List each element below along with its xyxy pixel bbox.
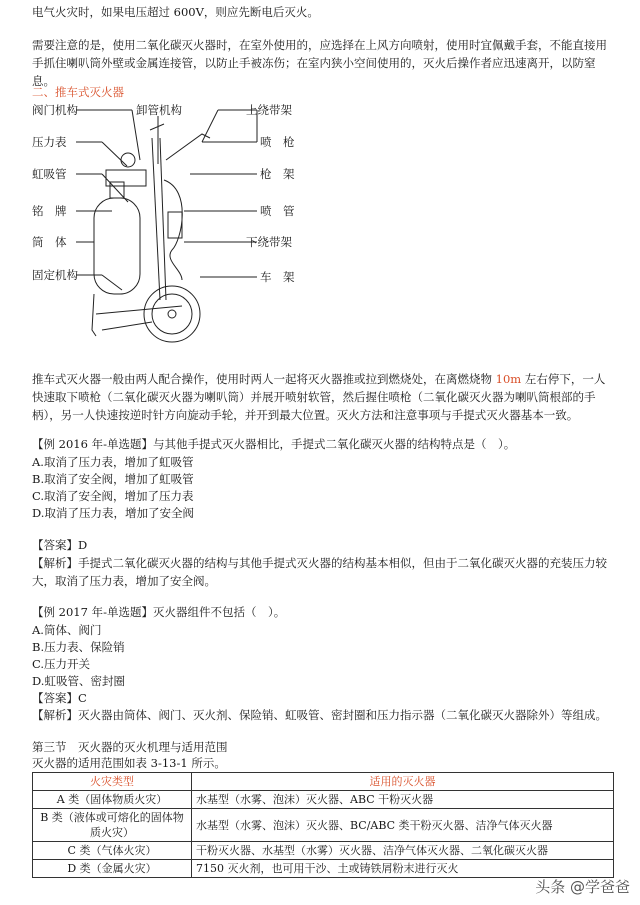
label-spray-gun: 喷 枪 bbox=[260, 135, 295, 149]
q2-analysis: 【解析】灭火器由筒体、阀门、灭火剂、保险销、虹吸管、密封圈和压力指示器（二氧化碳灭火器除外）等组成。 bbox=[32, 708, 607, 722]
section3-title: 第三节 灭火器的灭火机理与适用范围 bbox=[32, 740, 228, 754]
label-cart-frame: 车 架 bbox=[260, 270, 295, 284]
q2-option: A.筒体、阀门 bbox=[32, 623, 102, 637]
cart-paragraph: 推车式灭火器一般由两人配合操作，使用时两人一起将灭火器推或拉到燃烧处，在离燃烧物 10m 左右停下，一人快速取下喷枪（二氧化碳灭火器为喇叭筒）并展开喷射软管，然后握住喷枪（二氧化碳灭火器为喇叭筒根部的手柄），另一人快速按逆时针方向旋动手轮，并开到最大位置。灭火方法和注意事项与手提式灭火器基本一致。 bbox=[32, 372, 606, 422]
q1-option: D.取消了压力表，增加了安全阀 bbox=[32, 506, 194, 520]
extinguisher-scope-table bbox=[32, 772, 614, 878]
table-cell: B 类（液体或可熔化的固体物质火灾） bbox=[33, 809, 192, 842]
q1-option: A.取消了压力表，增加了虹吸管 bbox=[32, 455, 194, 469]
cart-extinguisher-diagram bbox=[32, 100, 300, 362]
label-cylinder: 筒 体 bbox=[32, 235, 67, 249]
section3-intro: 灭火器的适用范围如表 3-13-1 所示。 bbox=[32, 756, 226, 770]
table-cell: D 类（金属火灾） bbox=[33, 860, 192, 878]
table-header: 适用的灭火器 bbox=[192, 773, 614, 791]
label-valve: 阀门机构 bbox=[32, 103, 78, 117]
table-cell: 水基型（水雾、泡沫）灭火器、ABC 干粉灭火器 bbox=[192, 791, 614, 809]
label-fixing: 固定机构 bbox=[32, 268, 78, 282]
table-header: 火灾类型 bbox=[33, 773, 192, 791]
label-unloading: 卸管机构 bbox=[136, 103, 182, 117]
table-cell: 水基型（水雾、泡沫）灭火器、BC/ABC 类干粉灭火器、洁净气体灭火器 bbox=[192, 809, 614, 842]
table-row bbox=[33, 842, 614, 860]
q1-title: 【例 2016 年-单选题】与其他手提式灭火器相比，手提式二氧化碳灭火器的结构特点是（ ）。 bbox=[32, 437, 516, 451]
intro-line: 电气火灾时，如果电压超过 600V，则应先断电后灭火。 bbox=[32, 5, 319, 19]
table-row bbox=[33, 860, 614, 878]
table-row bbox=[33, 791, 614, 809]
q1-option: B.取消了安全阀，增加了虹吸管 bbox=[32, 472, 194, 486]
label-siphon: 虹吸管 bbox=[32, 167, 67, 181]
label-gun-rack: 枪 架 bbox=[260, 167, 295, 181]
table-row bbox=[33, 809, 614, 842]
watermark: 头条 @学爸爸 bbox=[535, 878, 630, 896]
table-cell: 干粉灭火器、水基型（水雾）灭火器、洁净气体灭火器、二氧化碳灭火器 bbox=[192, 842, 614, 860]
section-title-cart: 二、推车式灭火器 bbox=[32, 85, 124, 99]
label-lower-reel: 下绕带架 bbox=[246, 235, 292, 249]
label-spray-pipe: 喷 管 bbox=[260, 204, 295, 218]
label-nameplate: 铭 牌 bbox=[32, 204, 67, 218]
q1-answer: 【答案】D bbox=[32, 538, 88, 552]
table-cell: 7150 灭火剂，也可用干沙、土或铸铁屑粉末进行灭火 bbox=[192, 860, 614, 878]
q2-option: D.虹吸管、密封圈 bbox=[32, 674, 125, 688]
table-header-row bbox=[33, 773, 614, 791]
intro-paragraph: 需要注意的是，使用二氧化碳灭火器时，在室外使用的，应选择在上风方向喷射，使用时宜佩戴手套，不能直接用手抓住喇叭筒外壁或金属连接管，以防止手被冻伤；在室内狭小空间使用的，灭火后操作者应迅速离开，以防窒息。 bbox=[32, 38, 607, 88]
q2-answer: 【答案】C bbox=[32, 691, 87, 705]
q2-title: 【例 2017 年-单选题】灭火器组件不包括（ ）。 bbox=[32, 605, 286, 619]
distance-highlight: 10m bbox=[495, 372, 522, 386]
label-upper-reel: 上绕带架 bbox=[246, 103, 292, 117]
q1-analysis: 【解析】手提式二氧化碳灭火器的结构与其他手提式灭火器的结构基本相似，但由于二氧化碳灭火器的充装压力较大，取消了压力表，增加了安全阀。 bbox=[32, 556, 607, 588]
q2-option: B.压力表、保险销 bbox=[32, 640, 125, 654]
table-cell: C 类（气体火灾） bbox=[33, 842, 192, 860]
label-pressure-gauge: 压力表 bbox=[32, 135, 67, 149]
table-cell: A 类（固体物质火灾） bbox=[33, 791, 192, 809]
q2-option: C.压力开关 bbox=[32, 657, 91, 671]
q1-option: C.取消了安全阀，增加了压力表 bbox=[32, 489, 194, 503]
